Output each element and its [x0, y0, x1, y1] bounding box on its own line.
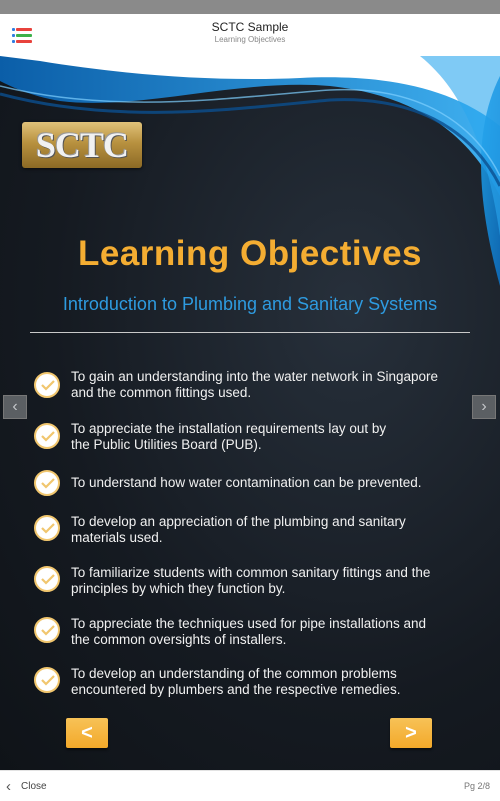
objective-line: To appreciate the installation requirements lay out by — [71, 421, 387, 436]
side-next-arrow[interactable]: › — [472, 395, 496, 419]
footer-bar — [0, 770, 500, 801]
slide-subtitle: Introduction to Plumbing and Sanitary Systems — [62, 294, 438, 314]
objective-line: materials used. — [71, 530, 163, 545]
app-subtitle: Learning Objectives — [214, 35, 286, 44]
chevron-left-icon: ‹ — [6, 777, 11, 795]
objective-line: principles by which they function by. — [71, 581, 286, 596]
objective-line: To appreciate the techniques used for pipe installations and — [71, 616, 426, 631]
objective-line: the Public Utilities Board (PUB). — [71, 437, 262, 452]
close-label: Close — [21, 780, 47, 792]
prev-slide-button[interactable]: < — [66, 718, 108, 748]
check-circle-icon — [34, 470, 60, 496]
next-slide-button[interactable]: > — [390, 718, 432, 748]
objective-line: encountered by plumbers and the respective remedies. — [71, 682, 401, 697]
slide-title: Learning Objectives — [77, 234, 423, 273]
objective-line: and the common fittings used. — [71, 385, 252, 400]
divider — [30, 332, 470, 333]
objective-line: To gain an understanding into the water network in Singapore — [71, 369, 438, 384]
decorative-wave — [0, 56, 500, 316]
check-circle-icon — [34, 617, 60, 643]
objective-line: To familiarize students with common sanitary fittings and the — [71, 565, 431, 580]
app-header — [0, 14, 500, 57]
objective-line: To develop an understanding of the common problems — [71, 666, 397, 681]
slide-content — [0, 56, 500, 770]
sctc-logo: SCTC — [22, 122, 142, 168]
objective-line: the common oversights of installers. — [71, 632, 287, 647]
app-title: SCTC Sample — [211, 20, 289, 34]
objective-line: To develop an appreciation of the plumbing and sanitary — [71, 514, 406, 529]
side-prev-arrow[interactable]: ‹ — [3, 395, 27, 419]
check-circle-icon — [34, 667, 60, 693]
check-circle-icon — [34, 372, 60, 398]
check-circle-icon — [34, 423, 60, 449]
objective-line: To understand how water contamination can be prevented. — [71, 475, 422, 490]
check-circle-icon — [34, 515, 60, 541]
check-circle-icon — [34, 566, 60, 592]
status-bar — [0, 0, 500, 14]
close-button[interactable] — [6, 777, 47, 795]
page-indicator: Pg 2/8 — [463, 781, 490, 791]
